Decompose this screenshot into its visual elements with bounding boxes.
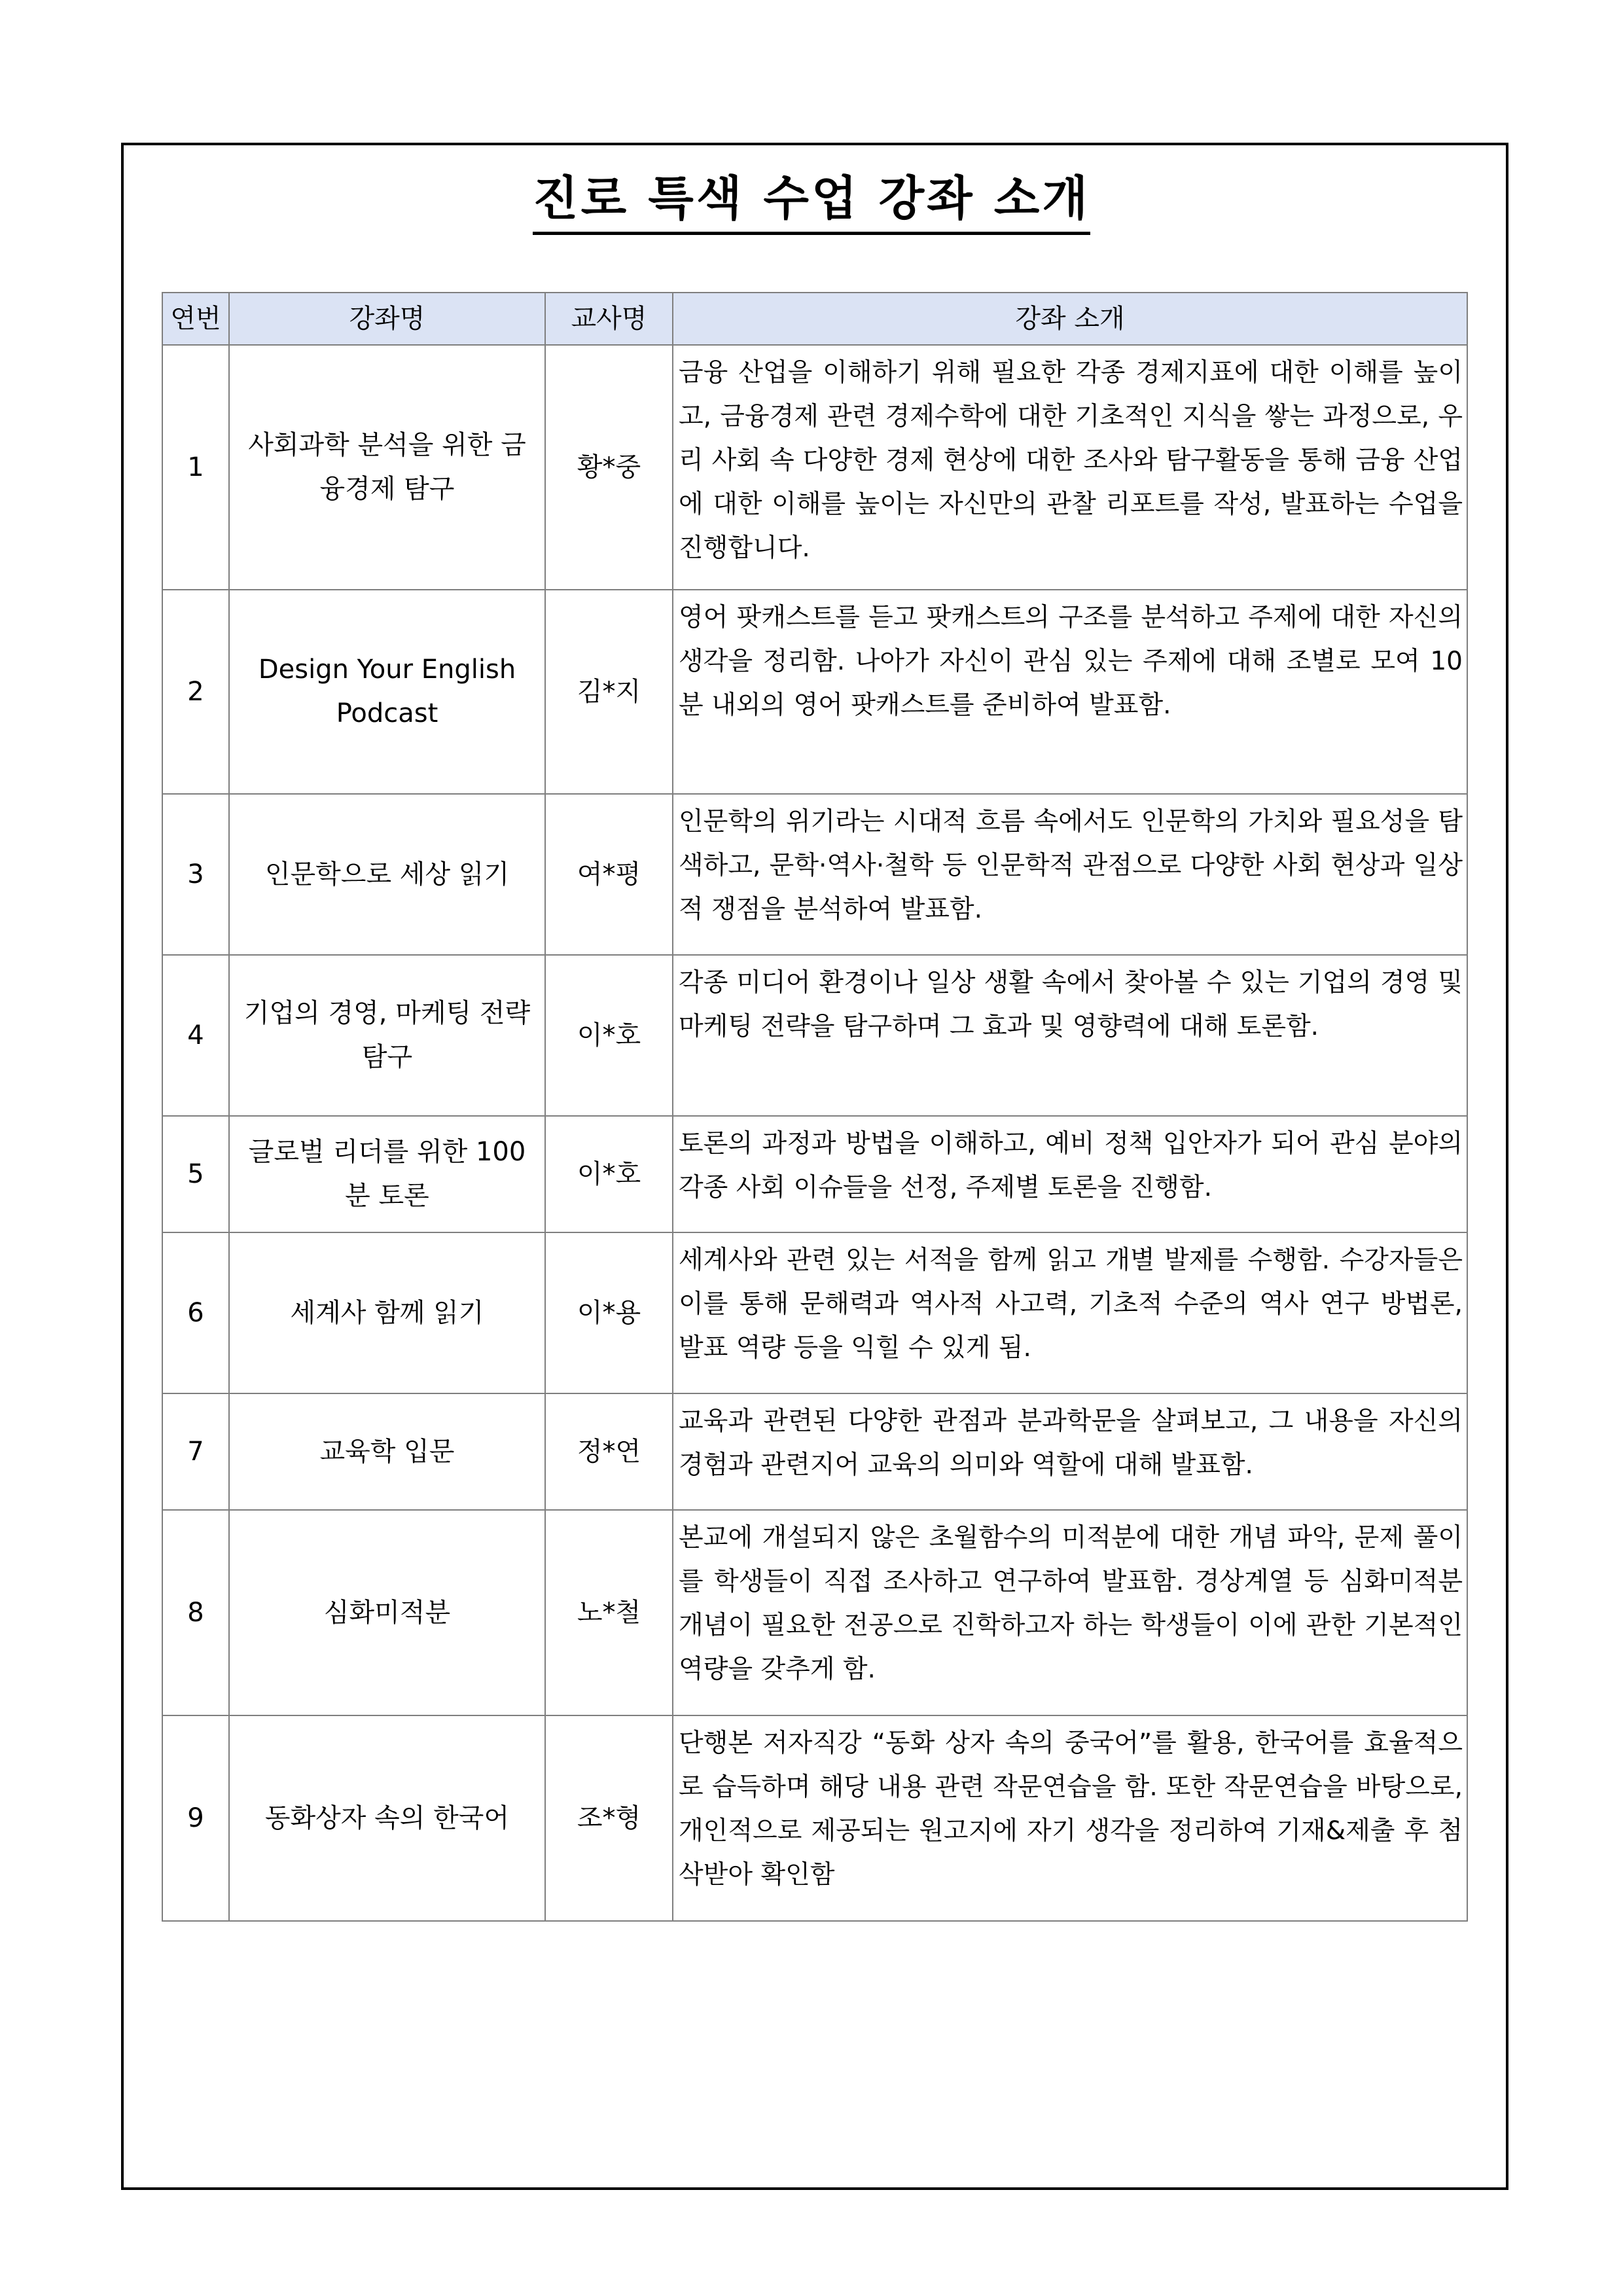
row-number: 3 xyxy=(162,794,229,955)
page-title-text: 진로 특색 수업 강좌 소개 xyxy=(533,169,1090,235)
course-name: 심화미적분 xyxy=(229,1510,545,1715)
course-description: 금융 산업을 이해하기 위해 필요한 각종 경제지표에 대한 이해를 높이고, 금융경제 관련 경제수학에 대한 기초적인 지식을 쌓는 과정으로, 우리 사회 속 다양한 경제 현상에 대한 조사와 탐구활동을 통해 금융 산업에 대한 이해를 높이는 자신만의 관찰 리포트를 작성, 발표하는 수업을 진행합니다. xyxy=(673,345,1467,590)
table-row xyxy=(162,1116,1467,1232)
teacher-name: 김*지 xyxy=(545,590,673,794)
course-description: 각종 미디어 환경이나 일상 생활 속에서 찾아볼 수 있는 기업의 경영 및 마케팅 전략을 탐구하며 그 효과 및 영향력에 대해 토론함. xyxy=(673,955,1467,1116)
row-number: 7 xyxy=(162,1393,229,1510)
teacher-name: 이*용 xyxy=(545,1232,673,1393)
course-description: 교육과 관련된 다양한 관점과 분과학문을 살펴보고, 그 내용을 자신의 경험과 관련지어 교육의 의미와 역할에 대해 발표함. xyxy=(673,1393,1467,1510)
course-name: 동화상자 속의 한국어 xyxy=(229,1715,545,1921)
course-description: 본교에 개설되지 않은 초월함수의 미적분에 대한 개념 파악, 문제 풀이를 학생들이 직접 조사하고 연구하여 발표함. 경상계열 등 심화미적분 개념이 필요한 전공으로 진학하고자 하는 학생들이 이에 관한 기본적인 역량을 갖추게 함. xyxy=(673,1510,1467,1715)
course-description: 단행본 저자직강 “동화 상자 속의 중국어”를 활용, 한국어를 효율적으로 습득하며 해당 내용 관련 작문연습을 함. 또한 작문연습을 바탕으로, 개인적으로 제공되는 원고지에 자기 생각을 정리하여 기재&제출 후 첨삭받아 확인함 xyxy=(673,1715,1467,1921)
teacher-name: 조*형 xyxy=(545,1715,673,1921)
teacher-name: 이*호 xyxy=(545,955,673,1116)
header-teacher: 교사명 xyxy=(545,293,673,345)
header-course-name: 강좌명 xyxy=(229,293,545,345)
header-description: 강좌 소개 xyxy=(673,293,1467,345)
table-header-row xyxy=(162,293,1467,345)
header-number: 연번 xyxy=(162,293,229,345)
row-number: 2 xyxy=(162,590,229,794)
row-number: 4 xyxy=(162,955,229,1116)
course-description: 세계사와 관련 있는 서적을 함께 읽고 개별 발제를 수행함. 수강자들은 이를 통해 문해력과 역사적 사고력, 기초적 수준의 역사 연구 방법론, 발표 역량 등을 익힐 수 있게 됨. xyxy=(673,1232,1467,1393)
course-description: 인문학의 위기라는 시대적 흐름 속에서도 인문학의 가치와 필요성을 탐색하고, 문학·역사·철학 등 인문학적 관점으로 다양한 사회 현상과 일상적 쟁점을 분석하여 발표함. xyxy=(673,794,1467,955)
table-row xyxy=(162,794,1467,955)
course-name: 인문학으로 세상 읽기 xyxy=(229,794,545,955)
teacher-name: 이*호 xyxy=(545,1116,673,1232)
table-row xyxy=(162,1715,1467,1921)
table-row xyxy=(162,1232,1467,1393)
row-number: 5 xyxy=(162,1116,229,1232)
course-name: 교육학 입문 xyxy=(229,1393,545,1510)
row-number: 1 xyxy=(162,345,229,590)
table-row xyxy=(162,1393,1467,1510)
teacher-name: 황*중 xyxy=(545,345,673,590)
course-name: Design Your English Podcast xyxy=(229,590,545,794)
table-row xyxy=(162,590,1467,794)
row-number: 8 xyxy=(162,1510,229,1715)
row-number: 9 xyxy=(162,1715,229,1921)
teacher-name: 정*연 xyxy=(545,1393,673,1510)
teacher-name: 노*철 xyxy=(545,1510,673,1715)
course-name: 세계사 함께 읽기 xyxy=(229,1232,545,1393)
table-row xyxy=(162,1510,1467,1715)
table-row xyxy=(162,955,1467,1116)
course-name: 기업의 경영, 마케팅 전략 탐구 xyxy=(229,955,545,1116)
teacher-name: 여*평 xyxy=(545,794,673,955)
page-title xyxy=(0,169,1623,235)
row-number: 6 xyxy=(162,1232,229,1393)
table-row xyxy=(162,345,1467,590)
course-name: 사회과학 분석을 위한 금융경제 탐구 xyxy=(229,345,545,590)
course-table xyxy=(162,292,1468,1922)
course-description: 토론의 과정과 방법을 이해하고, 예비 정책 입안자가 되어 관심 분야의 각종 사회 이슈들을 선정, 주제별 토론을 진행함. xyxy=(673,1116,1467,1232)
course-name: 글로벌 리더를 위한 100분 토론 xyxy=(229,1116,545,1232)
course-description: 영어 팟캐스트를 듣고 팟캐스트의 구조를 분석하고 주제에 대한 자신의 생각을 정리함. 나아가 자신이 관심 있는 주제에 대해 조별로 모여 10분 내외의 영어 팟캐스트를 준비하여 발표함. xyxy=(673,590,1467,794)
